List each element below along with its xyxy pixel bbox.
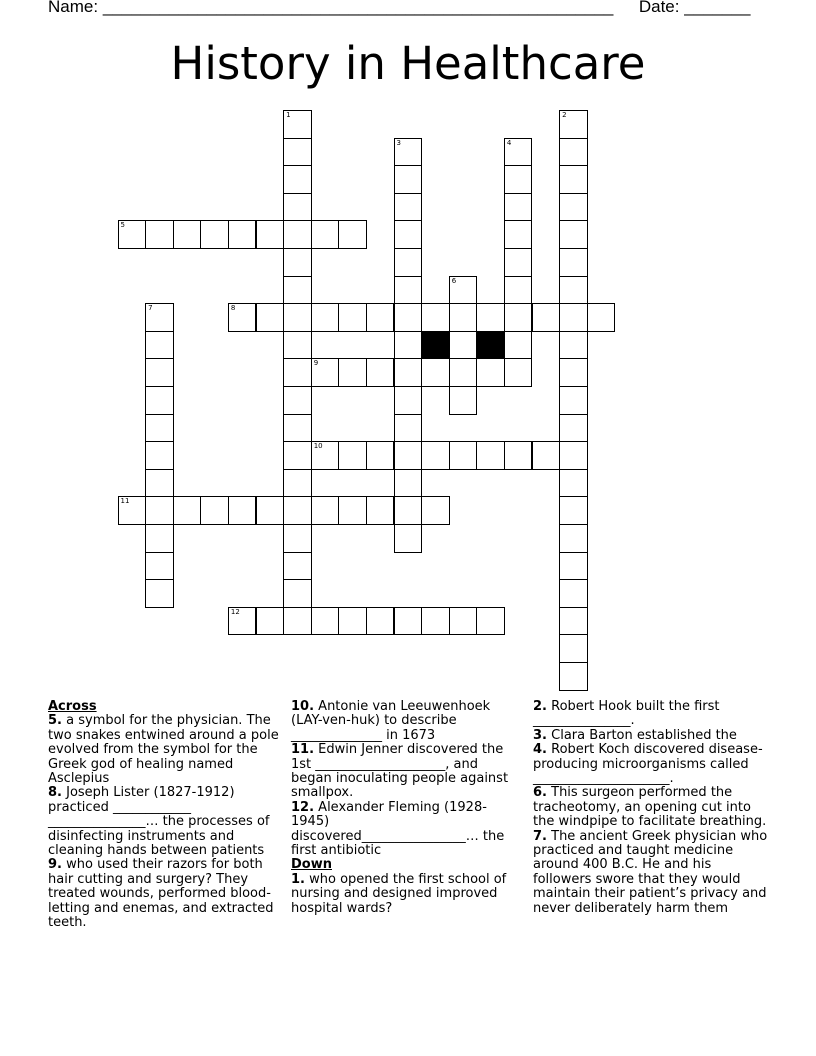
grid-cell[interactable] — [366, 303, 395, 332]
grid-cell[interactable] — [559, 165, 588, 194]
grid-cell[interactable] — [145, 414, 174, 443]
clue-number: 7 — [148, 304, 153, 313]
grid-cell[interactable] — [587, 303, 616, 332]
grid-cell[interactable] — [559, 634, 588, 663]
grid-cell[interactable] — [283, 276, 312, 305]
grid-cell[interactable] — [559, 110, 588, 139]
grid-cell[interactable] — [476, 358, 505, 387]
grid-cell[interactable] — [228, 496, 257, 525]
grid-cell[interactable] — [366, 358, 395, 387]
grid-cell[interactable] — [504, 220, 533, 249]
grid-cell[interactable] — [283, 165, 312, 194]
grid-cell[interactable] — [504, 358, 533, 387]
page-title: History in Healthcare — [170, 37, 646, 90]
clue-number: 6 — [451, 276, 457, 285]
grid-cell[interactable] — [311, 358, 340, 387]
grid-cell[interactable] — [394, 441, 423, 470]
clue-number: 2 — [562, 111, 567, 119]
grid-cell[interactable] — [283, 414, 312, 443]
grid-cell[interactable] — [421, 358, 450, 387]
grid-block — [476, 331, 505, 360]
grid-cell[interactable] — [283, 441, 312, 470]
grid-cell[interactable] — [200, 220, 229, 249]
clue-across-9: 9. who used their razors for both hair cutting and surgery? They treated wounds, performed blood-letting and enemas, and extracted teeth. — [48, 857, 274, 931]
grid-cell[interactable] — [394, 358, 423, 387]
grid-cell[interactable] — [504, 303, 533, 332]
down-heading: Down — [291, 857, 332, 873]
clue-number: 11 — [120, 497, 130, 506]
clue-number: 1 — [286, 111, 291, 119]
grid-cell[interactable] — [504, 441, 533, 470]
grid-cell[interactable] — [283, 220, 312, 249]
grid-cell[interactable] — [559, 469, 588, 498]
grid-cell[interactable] — [559, 386, 588, 415]
grid-cell[interactable] — [283, 248, 312, 277]
grid-cell[interactable] — [559, 303, 588, 332]
grid-cell[interactable] — [145, 524, 174, 553]
clue-across-10: 10. Antonie van Leeuwenhoek (LAY-ven-huk) to describe ______________ in 1673 — [291, 699, 491, 743]
grid-cell[interactable] — [283, 386, 312, 415]
grid-cell[interactable] — [394, 331, 423, 360]
grid-cell[interactable] — [559, 193, 588, 222]
grid-cell[interactable] — [559, 276, 588, 305]
grid-cell[interactable] — [559, 579, 588, 608]
grid-cell[interactable] — [256, 303, 285, 332]
grid-cell[interactable] — [476, 607, 505, 636]
name-line[interactable]: ______________________________________________________ — [102, 0, 614, 16]
across-heading: Across — [48, 699, 97, 714]
grid-cell[interactable] — [145, 386, 174, 415]
grid-cell[interactable] — [504, 248, 533, 277]
grid-cell[interactable] — [256, 496, 285, 525]
grid-cell[interactable] — [559, 331, 588, 360]
grid-cell[interactable] — [504, 138, 533, 167]
clue-down-1: 1. who opened the first school of nursing and designed improved hospital wards? — [291, 871, 507, 916]
grid-cell[interactable] — [559, 552, 588, 581]
grid-cell[interactable] — [200, 496, 229, 525]
grid-cell[interactable] — [476, 303, 505, 332]
grid-cell[interactable] — [504, 193, 533, 222]
grid-cell[interactable] — [283, 496, 312, 525]
clue-down-4: 4. Robert Koch discovered disease- producing microorganisms called _____________________. — [533, 742, 763, 787]
grid-cell[interactable] — [145, 358, 174, 387]
date-line[interactable]: _______ — [684, 0, 751, 16]
grid-block — [421, 331, 450, 360]
grid-cell[interactable] — [394, 165, 423, 194]
grid-cell[interactable] — [366, 607, 395, 636]
grid-cell[interactable] — [338, 441, 367, 470]
grid-cell[interactable] — [283, 469, 312, 498]
grid-cell[interactable] — [311, 220, 340, 249]
grid-cell[interactable] — [283, 524, 312, 553]
grid-cell[interactable] — [228, 607, 257, 636]
grid-cell[interactable] — [476, 441, 505, 470]
grid-cell[interactable] — [256, 220, 285, 249]
grid-cell[interactable] — [283, 138, 312, 167]
grid-cell[interactable] — [311, 441, 340, 470]
grid-cell[interactable] — [228, 220, 257, 249]
grid-cell[interactable] — [421, 496, 450, 525]
grid-cell[interactable] — [421, 303, 450, 332]
grid-cell[interactable] — [532, 303, 561, 332]
grid-cell[interactable] — [394, 469, 423, 498]
clue-across-8: 8. Joseph Lister (1827-1912) practiced ____________ _______________… the processes of disinfecting instruments and cleaning hands between patients — [48, 785, 270, 859]
clue-across-11: 11. Edwin Jenner discovered the 1st ____________________, and began inoculating people against smallpox. — [291, 742, 509, 801]
grid-cell[interactable] — [559, 607, 588, 636]
grid-cell[interactable] — [228, 303, 257, 332]
grid-cell[interactable] — [145, 552, 174, 581]
grid-cell[interactable] — [283, 110, 312, 139]
grid-cell[interactable] — [394, 138, 423, 167]
clue-across-5: 5. a symbol for the physician. The two snakes entwined around a pole evolved from the symbol for the Greek god of healing named Asclepius — [48, 713, 279, 787]
grid-cell[interactable] — [145, 331, 174, 360]
grid-cell[interactable] — [394, 220, 423, 249]
grid-cell[interactable] — [366, 441, 395, 470]
grid-cell[interactable] — [311, 607, 340, 636]
grid-cell[interactable] — [145, 579, 174, 608]
grid-cell[interactable] — [394, 276, 423, 305]
grid-cell[interactable] — [173, 496, 202, 525]
grid-cell[interactable] — [559, 662, 588, 691]
grid-cell[interactable] — [559, 358, 588, 387]
grid-cell[interactable] — [532, 441, 561, 470]
clue-down-7: 7. The ancient Greek physician who practiced and taught medicine around 400 B.C. He and his followers swore that they would maintain their patient’s privacy and never deliberately harm them — [533, 828, 768, 916]
grid-cell[interactable] — [283, 193, 312, 222]
grid-cell[interactable] — [394, 414, 423, 443]
grid-cell[interactable] — [338, 496, 367, 525]
clue-number: 10 — [313, 442, 323, 451]
grid-cell[interactable] — [311, 496, 340, 525]
grid-cell[interactable] — [504, 165, 533, 194]
grid-cell[interactable] — [421, 441, 450, 470]
grid-cell[interactable] — [173, 220, 202, 249]
grid-cell[interactable] — [256, 607, 285, 636]
grid-cell[interactable] — [145, 496, 174, 525]
grid-cell[interactable] — [504, 331, 533, 360]
grid-cell[interactable] — [559, 441, 588, 470]
grid-cell[interactable] — [559, 220, 588, 249]
grid-cell[interactable] — [145, 441, 174, 470]
grid-cell[interactable] — [394, 386, 423, 415]
grid-cell[interactable] — [394, 607, 423, 636]
grid-cell[interactable] — [283, 331, 312, 360]
grid-cell[interactable] — [145, 220, 174, 249]
grid-cell[interactable] — [145, 469, 174, 498]
clue-number: 8 — [230, 304, 236, 313]
grid-cell[interactable] — [283, 552, 312, 581]
grid-cell[interactable] — [283, 358, 312, 387]
grid-cell[interactable] — [338, 607, 367, 636]
clue-number: 12 — [230, 607, 240, 616]
grid-cell[interactable] — [118, 220, 147, 249]
clue-number: 3 — [396, 138, 401, 147]
clue-down-2: 2. Robert Hook built the first _______________. — [533, 699, 720, 729]
grid-cell[interactable] — [338, 303, 367, 332]
grid-cell[interactable] — [449, 276, 478, 305]
grid-cell[interactable] — [338, 220, 367, 249]
grid-cell[interactable] — [118, 496, 147, 525]
clue-down-3: 3. Clara Barton established the — [533, 727, 737, 743]
clue-number: 4 — [506, 138, 512, 147]
grid-cell[interactable] — [559, 248, 588, 277]
grid-cell[interactable] — [504, 276, 533, 305]
grid-cell[interactable] — [283, 607, 312, 636]
clue-number: 9 — [313, 359, 319, 368]
grid-cell[interactable] — [449, 607, 478, 636]
clue-number: 5 — [120, 221, 125, 230]
grid-cell[interactable] — [559, 496, 588, 525]
grid-cell[interactable] — [145, 303, 174, 332]
clues-column-1 — [48, 700, 280, 931]
grid-cell[interactable] — [338, 358, 367, 387]
grid-cell[interactable] — [394, 496, 423, 525]
grid-cell[interactable] — [394, 303, 423, 332]
grid-cell[interactable] — [559, 524, 588, 553]
grid-cell[interactable] — [311, 303, 340, 332]
name-label: Name: — [48, 0, 99, 16]
grid-cell[interactable] — [449, 441, 478, 470]
grid-cell[interactable] — [421, 607, 450, 636]
grid-cell[interactable] — [559, 414, 588, 443]
grid-cell[interactable] — [283, 303, 312, 332]
clues-column-2 — [291, 700, 521, 916]
grid-cell[interactable] — [449, 358, 478, 387]
grid-cell[interactable] — [394, 248, 423, 277]
date-label: Date: — [638, 0, 680, 16]
grid-cell[interactable] — [394, 524, 423, 553]
grid-cell[interactable] — [559, 138, 588, 167]
grid-cell[interactable] — [366, 496, 395, 525]
grid-cell[interactable] — [394, 193, 423, 222]
clue-across-12: 12. Alexander Fleming (1928-1945) discovered________________… the first antibiotic — [291, 799, 505, 859]
grid-cell[interactable] — [449, 303, 478, 332]
clue-down-6: 6. This surgeon performed the tracheotomy, an opening cut into the windpipe to facilitate breathing. — [533, 785, 767, 830]
grid-cell[interactable] — [283, 579, 312, 608]
grid-cell[interactable] — [449, 386, 478, 415]
clues-column-3 — [533, 700, 769, 916]
